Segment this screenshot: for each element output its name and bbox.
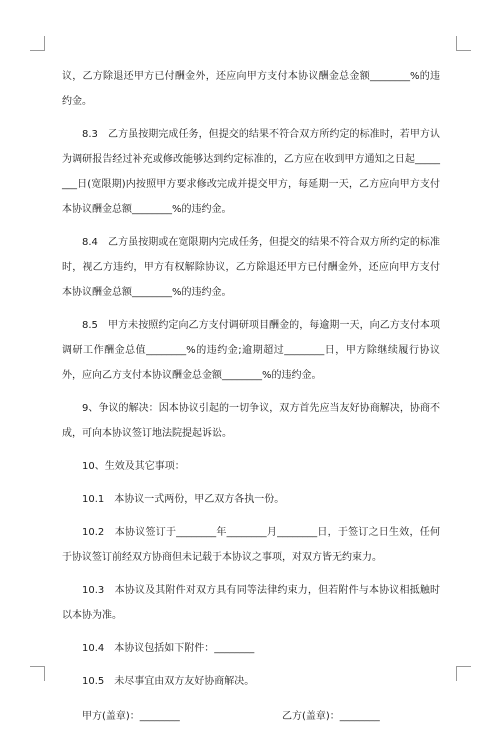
party-a-signature: 甲方(盖章)：________	[82, 711, 180, 722]
crop-mark-top-left	[30, 36, 45, 51]
crop-mark-top-right	[456, 36, 471, 51]
clause-9-dispute: 9、争议的解决：因本协议引起的一切争议，双方首先应当友好协商解决，协商不成，可向本协议签订地法院提起诉讼。	[62, 403, 440, 439]
clause-10-2: 10.2 本协议签订于________年________月________日，于签订之日生效，任何于协议签订前经双方协商但未记载于本协议之事项，对双方皆无约束力。	[62, 527, 440, 563]
clause-10-3: 10.3 本协议及其附件对双方具有同等法律约束力，但若附件与本协议相抵触时以本协为准。	[62, 585, 440, 621]
signature-row	[62, 704, 440, 729]
clause-8-4: 8.4 乙方虽按期或在宽限期内完成任务，但提交的结果不符合双方所约定的标准时，视乙方违约，甲方有权解除协议，乙方除退还甲方已付酬金外，还应向甲方支付本协议酬金总额________%的违约金。	[62, 237, 440, 298]
document-body	[62, 64, 440, 729]
clause-10-1: 10.1 本协议一式两份，甲乙双方各执一份。	[82, 494, 285, 505]
clause-8-3: 8.3 乙方虽按期完成任务，但提交的结果不符合双方所约定的标准时，若甲方认为调研报告经过补充或修改能够达到约定标准的，乙方应在收到甲方通知之日起________日(宽限期)内按照甲方要求修改完成并提交甲方，每延期一天，乙方应向甲方支付本协议酬金总额________%的违约金。	[62, 129, 440, 215]
clause-10-heading: 10、生效及其它事项：	[82, 461, 185, 472]
clause-10-4: 10.4 本协议包括如下附件：________	[82, 643, 255, 654]
clause-10-5: 10.5 未尽事宜由双方友好协商解决。	[82, 676, 255, 687]
crop-mark-bottom-right	[456, 666, 471, 681]
crop-mark-bottom-left	[30, 666, 45, 681]
clause-8-5: 8.5 甲方未按照约定向乙方支付调研项目酬金的，每逾期一天，向乙方支付本项调研工作酬金总值________%的违约金;逾期超过________日，甲方除继续履行协议外，应向乙方支付本协议酬金总金额________%的违约金。	[62, 320, 440, 381]
party-b-signature: 乙方(盖章)：________	[282, 711, 380, 722]
paragraph-continuation: 议，乙方除退还甲方已付酬金外，还应向甲方支付本协议酬金总金额________%的违约金。	[62, 71, 440, 107]
